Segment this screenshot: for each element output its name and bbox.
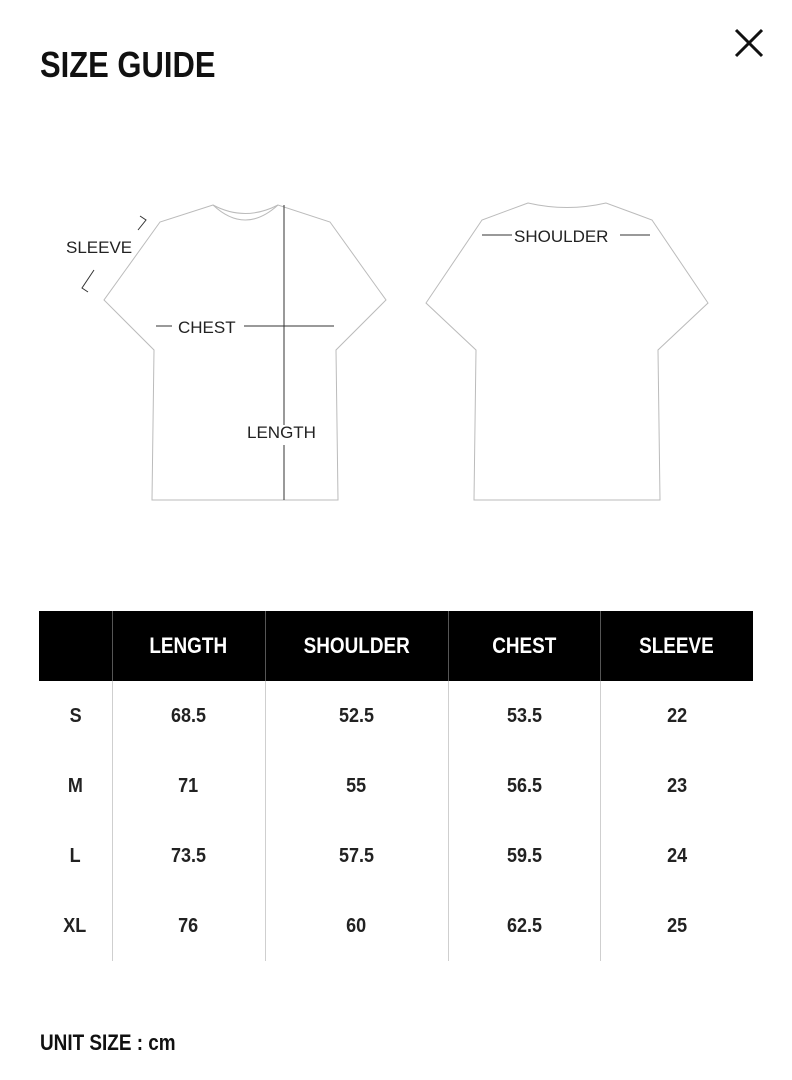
table-header-row [39,611,753,681]
sleeve-label: SLEEVE [66,238,133,257]
shoulder-label: SHOULDER [514,227,609,246]
size-cell: S [69,704,82,727]
sleeve-cell: 23 [600,751,753,821]
header-cell-shoulder: SHOULDER [265,611,448,681]
size-table [39,611,753,961]
shoulder-cell: 52.5 [265,681,448,751]
length-cell: 73.5 [112,821,265,891]
page-title: SIZE GUIDE [40,44,216,85]
length-cell: 71 [112,751,265,821]
unit-size-note: UNIT SIZE : cm [40,1030,176,1055]
sleeve-cell: 24 [600,821,753,891]
shoulder-cell: 55 [265,751,448,821]
header-cell-chest: CHEST [448,611,600,681]
size-cell: L [69,844,81,867]
length-cell: 68.5 [112,681,265,751]
sleeve-cell: 22 [600,681,753,751]
close-button[interactable] [728,24,768,64]
chest-cell: 62.5 [448,891,600,961]
table-row [39,751,753,821]
table-row [39,891,753,961]
chest-cell: 53.5 [448,681,600,751]
back-shirt-outline [426,203,708,500]
chest-cell: 59.5 [448,821,600,891]
size-cell: XL [63,914,87,937]
tshirt-diagram [0,180,792,520]
table-row [39,681,753,751]
close-icon[interactable] [728,24,768,64]
length-cell: 76 [112,891,265,961]
table-row [39,821,753,891]
header-cell-length: LENGTH [112,611,265,681]
header-cell-size [39,611,112,681]
chest-cell: 56.5 [448,751,600,821]
sleeve-mark-bottom [82,270,94,292]
chest-label: CHEST [178,318,236,337]
front-shirt-outline [104,205,386,500]
sleeve-cell: 25 [600,891,753,961]
shoulder-cell: 60 [265,891,448,961]
header-cell-sleeve: SLEEVE [600,611,753,681]
length-label: LENGTH [247,423,316,442]
sleeve-mark-top [138,216,146,230]
shoulder-cell: 57.5 [265,821,448,891]
size-cell: M [67,774,83,797]
